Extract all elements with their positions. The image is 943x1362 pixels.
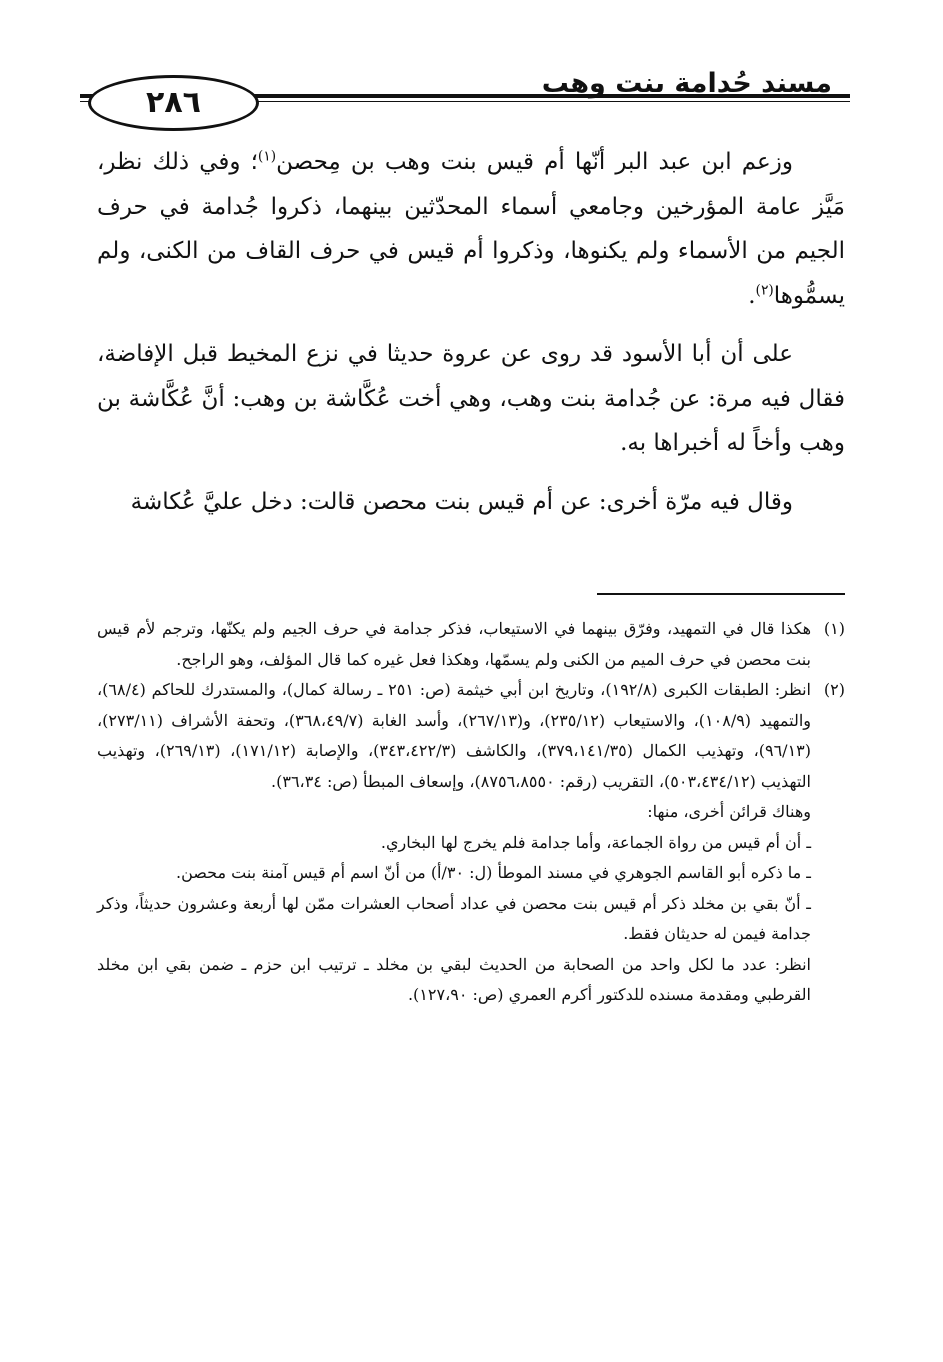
running-title: مسند جُدامة بنت وهب [541, 68, 832, 99]
footnote-2-sources: انظر: الطبقات الكبرى (١٩٢/٨)، وتاريخ ابن أبي خيثمة (ص: ٢٥١ ـ رسالة كمال)، والمستدرك للحاكم (٦٨/٤)، والتمهيد (١٠٨/٩)، والاستيعاب (٢٣٥/١٢)، و(٢٦٧/١٣)، وأسد الغابة (٣٦٨،٤٩/٧)، وتحفة الأشراف (٢٧٣/١١)، (٩٦/١٣)، وتهذيب الكمال (٣٧٩،١٤١/٣٥)، والكاشف (٣٤٣،٤٢٢/٣)، والإصابة (١٧١/١٢)، (٢٦٩/١٣)، وتهذيب التهذيب (٥٠٣،٤٣٤/١٢)، التقريب (رقم: ٨٧٥٦،٨٥٥٠)، وإسعاف المبطأ (ص: ٣٦،٣٤). [97, 680, 812, 791]
footnote-2-marker: (٢) [823, 680, 845, 699]
footnote-2-evidence-2: ـ ما ذكره أبو القاسم الجوهري في مسند الموطأ (ل: ٣٠/أ) من أنّ اسم أم قيس آمنة بنت محصن. [176, 863, 811, 882]
footnote-2-evidence-1: ـ أن أم قيس من رواة الجماعة، وأما جدامة فلم يخرج لها البخاري. [380, 832, 811, 852]
footnote-2-evidence-3: ـ أنّ بقي بن مخلد ذكر أم قيس بنت محصن في عداد أصحاب العشرات ممّن لها أربعة وعشرون حديثاً، وذكر جدامة فيمن له حديثان فقط. [97, 893, 811, 943]
paragraph-3: وقال فيه مرّة أخرى: عن أم قيس بنت محصن قالت: دخل عليَّ عُكاشة [130, 488, 793, 515]
main-text [97, 140, 845, 538]
paragraph-1-end: . [748, 282, 756, 309]
footnote-ref-1[interactable]: (١) [257, 148, 277, 165]
footnote-1-text: هكذا قال في التمهيد، وفرّق بينهما في الاستيعاب، فذكر جدامة في حرف الجيم ولم يكنّها، وترجم لأم قيس بنت محصن في حرف الميم من الكنى ولم يسمّها، وهكذا فعل غيره كما قال المؤلف، وهو الراجح. [97, 619, 811, 669]
page-number: ٢٨٦ [88, 75, 259, 131]
footnote-2-evidence-intro: وهناك قرائن أخرى، منها: [647, 802, 811, 821]
footnote-2-reference: انظر: عدد ما لكل واحد من الصحابة من الحديث لبقي بن مخلد ـ ترتيب ابن حزم ـ ضمن بقي ابن مخلد القرطبي ومقدمة مسنده للدكتور أكرم العمري (ص: ١٢٧،٩٠). [97, 954, 811, 1004]
footnotes [97, 614, 845, 1011]
footnote-1-marker: (١) [823, 619, 845, 638]
page-header [80, 60, 850, 130]
footnote-ref-2[interactable]: (٢) [755, 281, 774, 298]
paragraph-1-text: وزعم ابن عبد البر أنّها أم قيس بنت وهب بن مِحصن [276, 149, 793, 175]
footnote-2 [97, 675, 845, 1011]
paragraph-1-continued: ؛ وفي ذلك نظر، مَيَّز عامة المؤرخين وجامعي أسماء المحدّثين بينهما، ذكروا جُدامة في حرف الجيم من الأسماء ولم يكنوها، وذكروا أم قيس في حرف القاف من الكنى، ولم يسمُّوها [97, 149, 845, 309]
footnote-divider [597, 593, 845, 595]
footnote-1 [97, 614, 845, 675]
paragraph-1 [97, 140, 845, 318]
paragraph-2: على أن أبا الأسود قد روى عن عروة حديثا في نزع المخيط قبل الإفاضة، فقال فيه مرة: عن جُدامة بنت وهب، وهي أخت عُكَّاشة بن وهب: أنَّ عُكَّاشة بن وهب وأخاً له أخبراها به. [97, 341, 845, 456]
